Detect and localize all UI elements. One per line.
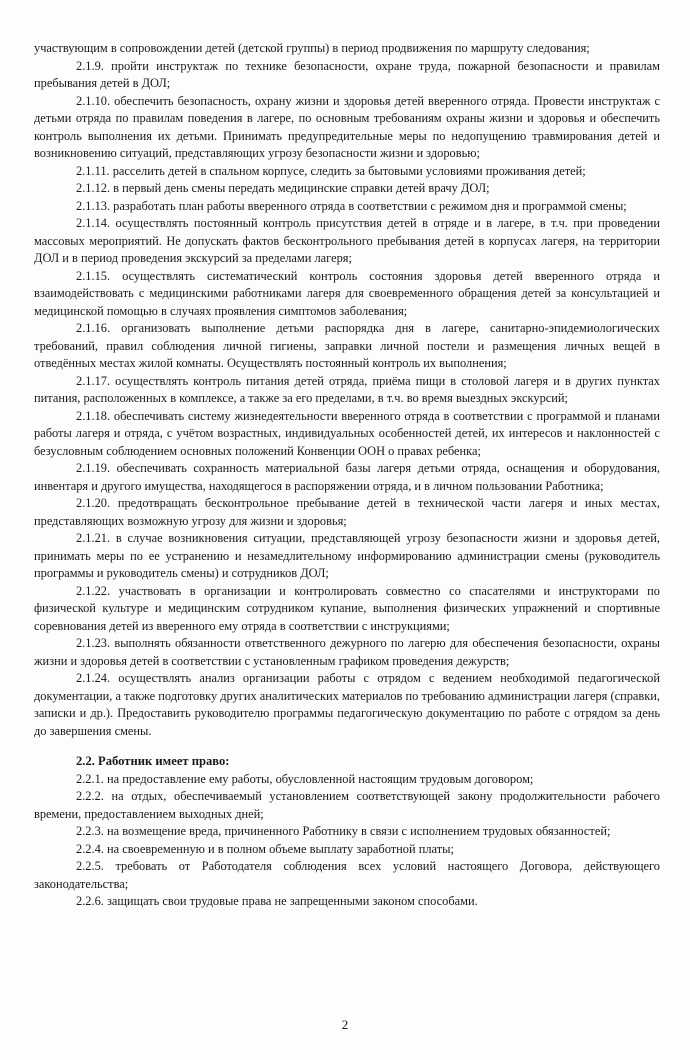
clause-2-2-4: 2.2.4. на своевременную и в полном объеме выплату заработной платы; [76,841,454,856]
clause-2-1-22: 2.1.22. участвовать в организации и контролировать совместно со спасателями и инструкторами по физической культуре и медицинским сотрудником купание, выполнения физических упражнений и спортивные соревнования детей из вверенного ему отряда в соответствии с инструкциями; [34,583,660,633]
clause-continuation: участвующим в сопровождении детей (детской группы) в период продвижения по маршруту следования; [34,41,590,55]
clause-2-1-15: 2.1.15. осуществлять систематический контроль состояния здоровья детей вверенного отряда и взаимодействовать с медицинскими работниками лагеря для своевременного обращения детей за консультацией и медицинской помощью в случаях проявления симптомов заболевания; [34,268,660,318]
clause-2-1-24: 2.1.24. осуществлять анализ организации работы с отрядом с ведением необходимой педагогической документации, а также подготовку других аналитических материалов по требованию администрации лагеря (справки, записки и др.). Предоставить руководителю программы педагогическую документацию по работе с отрядом за день до завершения смены. [34,671,660,738]
clause-2-1-20: 2.1.20. предотвращать бесконтрольное пребывание детей в технической части лагеря и иных местах, представляющих возможную угрозу для жизни и здоровья; [34,496,660,528]
clause-2-1-21: 2.1.21. в случае возникновения ситуации, представляющей угрозу безопасности жизни и здоровья детей, принимать меры по ее устранению и незамедлительному информированию администрации смены (руководитель программы и руководитель смены) и сотрудников ДОЛ; [34,531,660,580]
clause-2-1-12: 2.1.12. в первый день смены передать медицинские справки детей врачу ДОЛ; [76,181,490,195]
clause-2-1-16: 2.1.16. организовать выполнение детьми распорядка дня в лагере, санитарно-эпидемиологических требований, правил соблюдения личной гигиены, заправки личной постели и размещения личных вещей в отведённых местах жилой комнаты. Осуществлять постоянный контроль их выполнения; [34,321,660,370]
clause-2-1-18: 2.1.18. обеспечивать систему жизнедеятельности вверенного отряда в соответствии с программой и планами работы лагеря и отряда, с учётом возрастных, индивидуальных особенностей детей, их интересов и наклонностей с безусловным соблюдением основных положений Конвенции ООН о правах ребенка; [34,408,660,458]
clause-2-1-13: 2.1.13. разработать план работы вверенного отряда в соответствии с режимом дня и программой смены; [76,198,627,213]
clause-2-2-5: 2.2.5. требовать от Работодателя соблюдения всех условий настоящего Договора, действующего законодательства; [34,859,660,891]
section-2-2-heading: 2.2. Работник имеет право: [76,754,230,768]
clause-2-1-19: 2.1.19. обеспечивать сохранность материальной базы лагеря детьми отряда, оснащения и оборудования, инвентаря и другого имущества, находящегося в распоряжении отряда, и в личном пользовании Работника; [34,461,660,493]
clause-2-1-17: 2.1.17. осуществлять контроль питания детей отряда, приёма пищи в столовой лагеря и в других пунктах питания, расположенных в комплексе, а также за его пределами, в т.ч. во время выездных экскурсий; [34,373,660,405]
clause-2-2-2: 2.2.2. на отдых, обеспечиваемый установлением соответствующей закону продолжительности рабочего времени, предоставлением выходных дней; [34,789,660,821]
clause-2-1-9: 2.1.9. пройти инструктаж по технике безопасности, охране труда, пожарной безопасности и правилам пребывания детей в ДОЛ; [34,58,660,90]
clause-2-2-1: 2.2.1. на предоставление ему работы, обусловленной настоящим трудовым договором; [76,771,534,786]
clause-2-1-10: 2.1.10. обеспечить безопасность, охрану жизни и здоровья детей вверенного отряда. Провести инструктаж с детьми отряда по правилам поведения в лагере, по основным требованиям охраны жизни и здоровья и обеспечить контроль выполнения их детьми. Принимать предупредительные меры по недопущению травмирования детей и возникновению ситуаций, представляющих угрозу безопасности жизни и здоровью; [34,93,660,160]
clause-2-2-6: 2.2.6. защищать свои трудовые права не запрещенными законом способами. [76,894,478,908]
clause-2-1-23: 2.1.23. выполнять обязанности ответственного дежурного по лагерю для обеспечения безопасности, охраны жизни и здоровья детей в соответствии с установленным графиком проведения дежурств; [34,636,660,668]
clause-2-2-3: 2.2.3. на возмещение вреда, причиненного Работнику в связи с исполнением трудовых обязанностей; [76,824,611,838]
clause-2-1-11: 2.1.11. расселить детей в спальном корпусе, следить за бытовыми условиями проживания детей; [76,163,586,178]
clause-2-1-14: 2.1.14. осуществлять постоянный контроль присутствия детей в отряде и в лагере, в т.ч. при проведении массовых мероприятий. Не допускать фактов бесконтрольного пребывания детей в корпусах лагеря, на территории ДОЛ и в период проведения экскурсий за пределами лагеря; [34,216,660,265]
page-number: 2 [341,1017,349,1032]
